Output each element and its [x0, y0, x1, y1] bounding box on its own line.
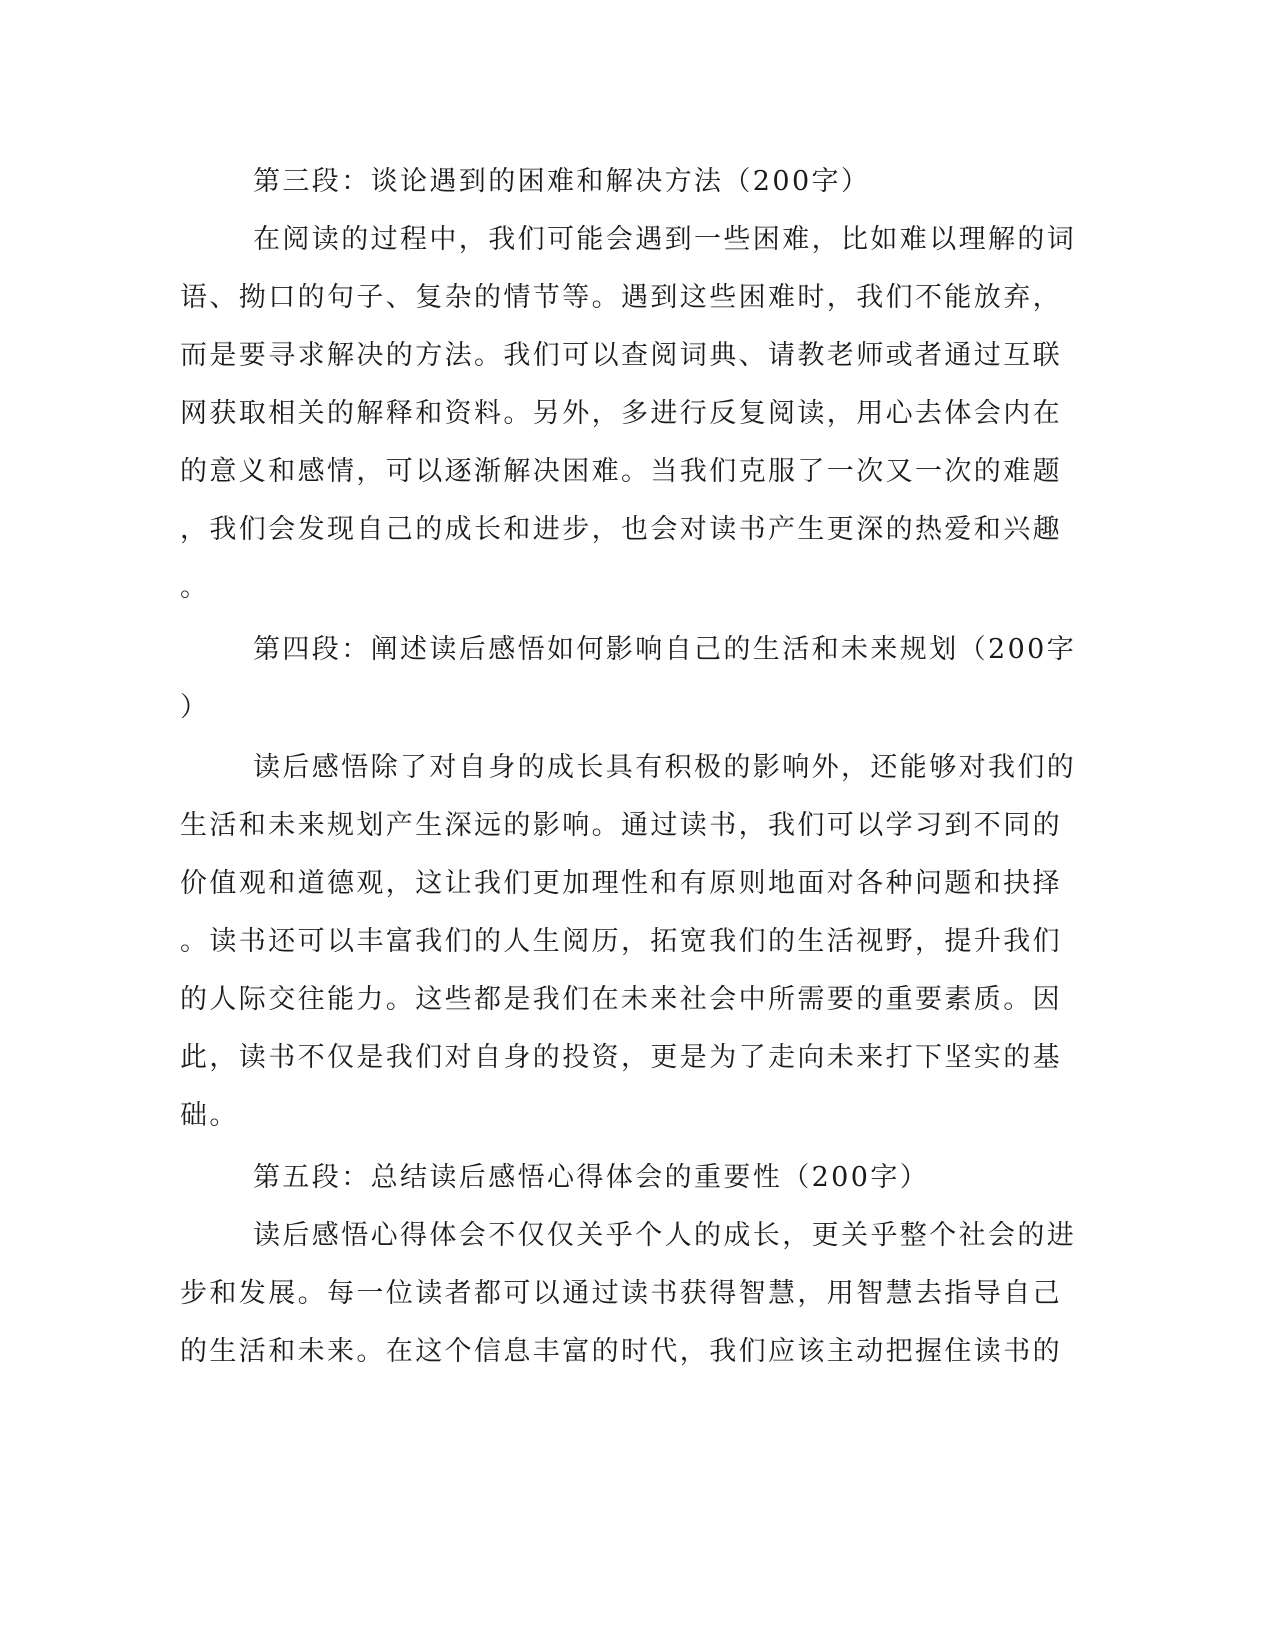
paragraph-line: 而是要寻求解决的方法。我们可以查阅词典、请教老师或者通过互联 — [180, 340, 1062, 371]
section-3-heading: 第三段：谈论遇到的困难和解决方法（200字） — [253, 166, 871, 197]
paragraph-line: 。读书还可以丰富我们的人生阅历，拓宽我们的生活视野，提升我们 — [180, 926, 1062, 957]
paragraph-line: 础。 — [180, 1100, 239, 1131]
paragraph-line: 在阅读的过程中，我们可能会遇到一些困难，比如难以理解的词 — [253, 224, 1077, 255]
paragraph-line: 的意义和感情，可以逐渐解决困难。当我们克服了一次又一次的难题 — [180, 456, 1062, 487]
paragraph-line: 语、拗口的句子、复杂的情节等。遇到这些困难时，我们不能放弃， — [180, 282, 1062, 313]
section-5-heading: 第五段：总结读后感悟心得体会的重要性（200字） — [253, 1162, 930, 1193]
section-4-heading: 第四段：阐述读后感悟如何影响自己的生活和未来规划（200字 — [253, 634, 1077, 665]
paragraph-line: 价值观和道德观，这让我们更加理性和有原则地面对各种问题和抉择 — [180, 868, 1062, 899]
paragraph-line: 。 — [180, 572, 210, 603]
paragraph-line: 此，读书不仅是我们对自身的投资，更是为了走向未来打下坚实的基 — [180, 1042, 1062, 1073]
paragraph-line: ，我们会发现自己的成长和进步，也会对读书产生更深的热爱和兴趣 — [180, 514, 1062, 545]
paragraph-line: 的生活和未来。在这个信息丰富的时代，我们应该主动把握住读书的 — [180, 1336, 1062, 1367]
paragraph-line: 生活和未来规划产生深远的影响。通过读书，我们可以学习到不同的 — [180, 810, 1062, 841]
paragraph-line: 网获取相关的解释和资料。另外，多进行反复阅读，用心去体会内在 — [180, 398, 1062, 429]
paragraph-line: 读后感悟除了对自身的成长具有积极的影响外，还能够对我们的 — [253, 752, 1077, 783]
paragraph-line: 读后感悟心得体会不仅仅关乎个人的成长，更关乎整个社会的进 — [253, 1220, 1077, 1251]
paragraph-line: 的人际交往能力。这些都是我们在未来社会中所需要的重要素质。因 — [180, 984, 1062, 1015]
paragraph-line: 步和发展。每一位读者都可以通过读书获得智慧，用智慧去指导自己 — [180, 1278, 1062, 1309]
section-4-heading-cont: ） — [180, 692, 210, 723]
